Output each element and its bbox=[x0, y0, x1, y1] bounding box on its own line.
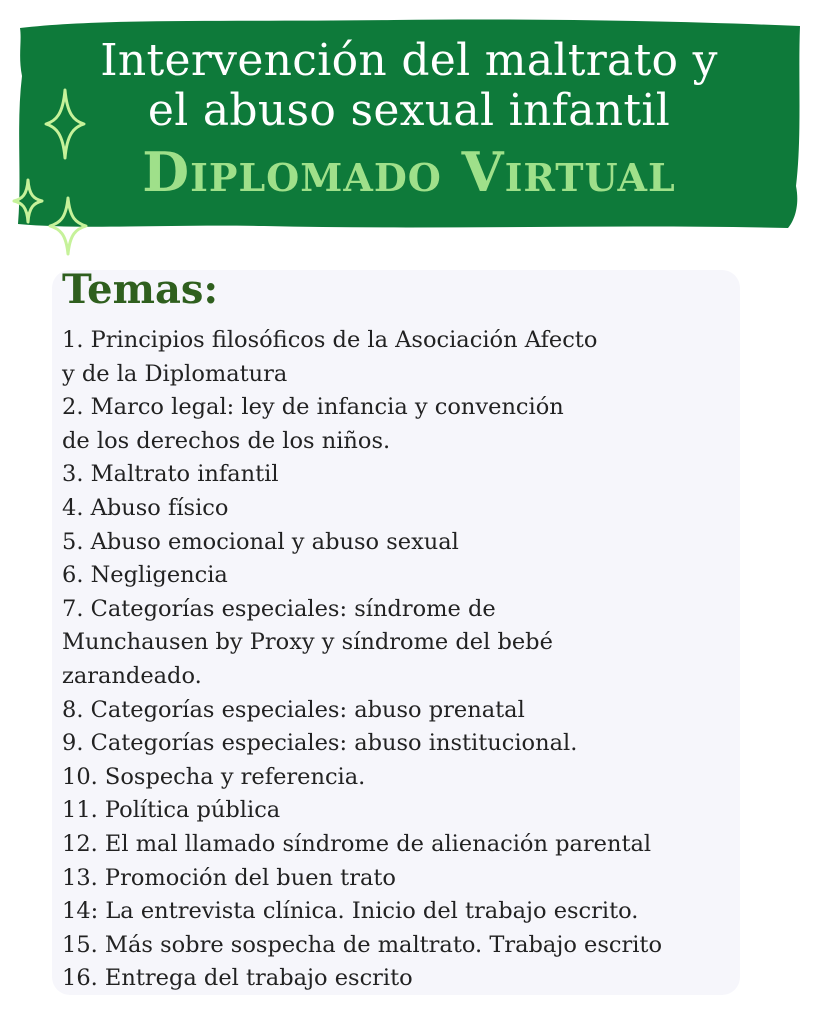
list-item: 5. Abuso emocional y abuso sexual bbox=[62, 528, 459, 555]
sparkle-icon bbox=[48, 196, 88, 256]
list-item: 9. Categorías especiales: abuso institucional. bbox=[62, 730, 578, 757]
list-item: 14: La entrevista clínica. Inicio del trabajo escrito. bbox=[62, 898, 639, 925]
sparkle-icon bbox=[12, 178, 44, 224]
list-item: 4. Abuso físico bbox=[62, 494, 229, 521]
list-item: 1. Principios filosóficos de la Asociación Afecto y de la Diplomatura bbox=[62, 327, 598, 387]
list-item: 13. Promoción del buen trato bbox=[62, 864, 396, 891]
list-item: 16. Entrega del trabajo escrito bbox=[62, 965, 413, 992]
list-item: 15. Más sobre sospecha de maltrato. Trabajo escrito bbox=[62, 931, 663, 958]
list-item: 7. Categorías especiales: síndrome de Munchausen by Proxy y síndrome del bebé zarandeado. bbox=[62, 595, 553, 689]
topics-list bbox=[62, 324, 762, 996]
list-item: 12. El mal llamado síndrome de alienación parental bbox=[62, 830, 652, 857]
list-item: 6. Negligencia bbox=[62, 562, 228, 589]
list-item: 3. Maltrato infantil bbox=[62, 461, 279, 488]
list-item: 10. Sospecha y referencia. bbox=[62, 763, 366, 790]
banner-subtitle: Diplomado Virtual bbox=[142, 140, 676, 204]
banner-title: Intervención del maltrato y el abuso sexual infantil bbox=[100, 35, 718, 136]
sparkle-icon bbox=[44, 88, 86, 160]
title-banner bbox=[14, 16, 804, 232]
list-item: 8. Categorías especiales: abuso prenatal bbox=[62, 696, 525, 723]
topics-heading: Temas: bbox=[62, 266, 219, 313]
list-item: 11. Política pública bbox=[62, 797, 281, 824]
list-item: 2. Marco legal: ley de infancia y convención de los derechos de los niños. bbox=[62, 394, 564, 454]
